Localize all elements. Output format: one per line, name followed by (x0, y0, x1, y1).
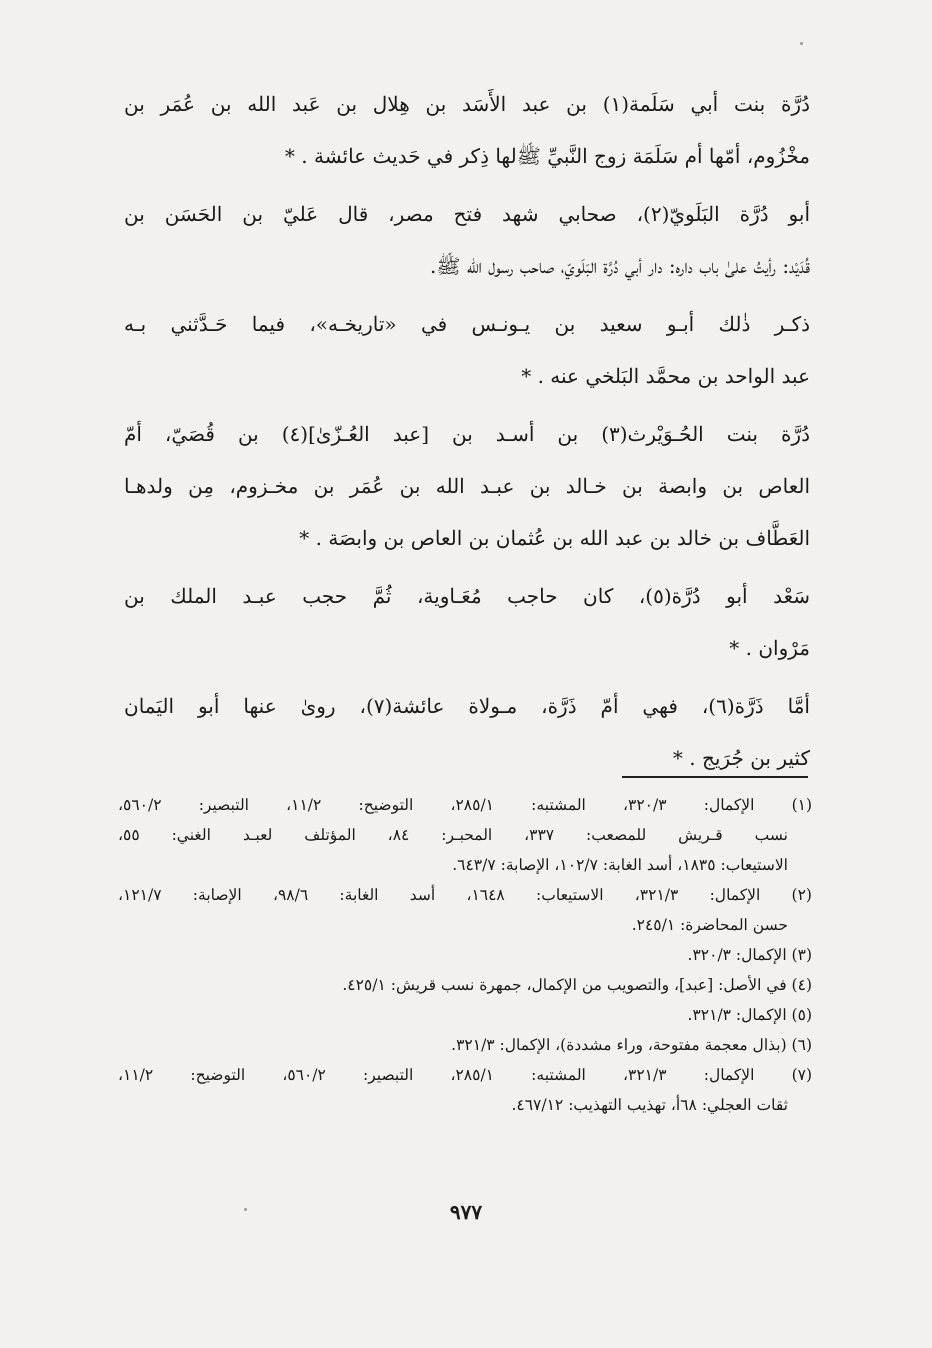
entry-durra-bint-alhuwayrith (124, 408, 810, 564)
footnote-7 (118, 1060, 812, 1120)
footnote-line: ثقات العجلي: ٦٨أ، تهذيب التهذيب: ٤٦٧/١٢. (511, 1096, 788, 1114)
footnote-line: (١) الإكمال: ٣٢٠/٣، المشتبه: ٢٨٥/١، التوضيح: ١١/٢، التبصير: ٥٦٠/٢، (118, 796, 813, 814)
text-line: العَطَّاف بن خالد بن عبد الله بن عُثمان بن العاص بن وابصَة . * (299, 526, 810, 550)
text-line: كثير بن جُرَيج . * (672, 746, 810, 770)
text-line: أمَّا ذَرَّة(٦)، فهي أمّ ذَرَّة، مـولاة عائشة(٧)، روىٰ عنها أبو اليَمان (124, 694, 810, 718)
text-line: أبو دُرَّة البَلَويّ(٢)، صحابي شهد فتح مصر، قال عَليّ بن الحَسَن بن (124, 202, 811, 226)
footnote-line: نسب قـريش للمصعب: ٣٣٧، المحبـر: ٨٤، المؤتلف لعبـد الغني: ٥٥، (118, 826, 788, 844)
footnote-line: الاستيعاب: ١٨٣٥، أسد الغابة: ١٠٢/٧، الإصابة: ٦٤٣/٧. (452, 856, 788, 874)
scan-speck (800, 42, 803, 45)
footnote-line: (٥) الإكمال: ٣٢١/٣. (687, 1006, 812, 1024)
footnotes (118, 790, 812, 1120)
entry-amma-dharra (124, 680, 810, 784)
text-line: دُرَّة بنت الحُـوَيْرث(٣) بن أسـد بن [عبد العُـزّىٰ](٤) بن قُصَيّ، أمّ (124, 422, 810, 446)
text-line: ذكـر ذٰلك أبـو سعيد بن يـونـس في «تاريخـه»، فيما حَـدَّثني بـه (124, 312, 810, 336)
footnote-line: (٧) الإكمال: ٣٢١/٣، المشتبه: ٢٨٥/١، التبصير: ٥٦٠/٢، التوضيح: ١١/٢، (118, 1066, 813, 1084)
footnote-line: (٤) في الأصل: [عبد]، والتصويب من الإكمال، جمهرة نسب قريش: ٤٢٥/١. (342, 976, 812, 994)
entry-sad-abu-durra (124, 570, 810, 674)
entry-durra-bint-abi-salama (124, 78, 810, 182)
text-line: قُدَيْد: رأيتُ علىٰ باب داره: دار أبي دُرَّة البَلَويّ، صاحب رسول الله ﷺ. (429, 254, 810, 278)
footnote-4 (118, 970, 812, 1000)
scan-speck (244, 1208, 247, 1211)
footnote-1 (118, 790, 812, 880)
text-line: سَعْد أبو دُرَّة(٥)، كان حاجب مُعَـاوية، ثُمَّ حجب عبـد الملك بن (124, 584, 810, 608)
text-line: دُرَّة بنت أبي سَلَمة(١) بن عبد الأَسَد بن هِلال بن عَبد الله بن عُمَر بن (124, 92, 810, 116)
footnote-2 (118, 880, 812, 940)
entry-dhikr-dhalik (124, 298, 810, 402)
footnote-line: حسن المحاضرة: ٢٤٥/١. (631, 916, 788, 934)
main-text (124, 78, 810, 790)
footnote-5 (118, 1000, 812, 1030)
entry-abu-durra-albalawi (124, 188, 810, 292)
footnote-line: (٣) الإكمال: ٣٢٠/٣. (687, 946, 812, 964)
text-line: مَرْوان . * (729, 636, 810, 660)
text-line: مخْزُوم، أمّها أم سَلَمَة زوج النَّبيِّ ﷺلها ذِكر في حَديث عائشة . * (284, 144, 810, 168)
text-line: العاص بن وابصة بن خـالد بن عبـد الله بن عُمَر بن مخـزوم، مِن ولدهـا (124, 474, 810, 498)
text-line: عبد الواحد بن محمَّد البَلخي عنه . * (521, 364, 810, 388)
footnote-separator (622, 776, 808, 778)
footnote-line: (٦) (بذال معجمة مفتوحة، وراء مشددة)، الإكمال: ٣٢١/٣. (451, 1036, 812, 1054)
footnote-3 (118, 940, 812, 970)
footnote-line: (٢) الإكمال: ٣٢١/٣، الاستيعاب: ١٦٤٨، أسد الغابة: ٩٨/٦، الإصابة: ١٢١/٧، (118, 886, 812, 904)
page-number: ٩٧٧ (449, 1200, 483, 1224)
footnote-6 (118, 1030, 812, 1060)
